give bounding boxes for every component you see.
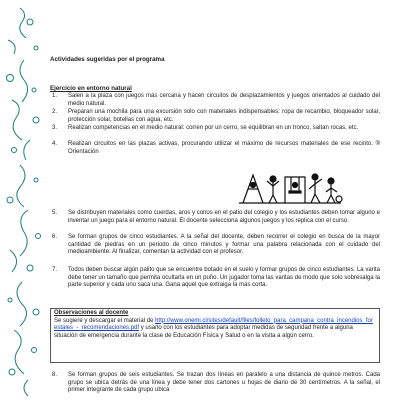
decorative-swirl-border [0,0,48,400]
observations-text-after: y usarlo con los estudiantes para adoptar medidas de seguridad frente a alguna situación de emergencia durante la clase de Educación Física y Salud o en la visita a algún cerro. [54,325,353,339]
list-item: 2. Preparan una mochila para una excursión solo con materiales indispensables: ropa de recambio, bloqueador solar, protección solar, botellas con agua, etc. [52,109,380,123]
list-item: 6. Se forman grupos de cinco estudiantes. A la señal del docente, deben recorrer el colegio en busca de la mayor cantidad de piedras en un periodo de cinco minutos y formar una palabra relacionada con el cuidado del medioambiente. Al finalizar, comentan la actividad con el profesor. [52,234,380,256]
list-item: 5. Se distribuyen materiales como cuerdas, aros y conos en el patio del colegio y los estudiantes deben tomar alguno e inventar un juego para el entorno natural. El docente selecciona algunos juegos y los replica con el curso. [52,210,380,224]
playground-illustration [235,165,345,205]
subsection-title: Ejercicio en entorno natural [50,85,132,92]
resource-link[interactable]: http://www.onemi.cl/sites/default/files/folleto_para_campana_contra_incendios_forestales_-_recomendaciones.pdf [54,317,373,332]
section-title: Actividades sugeridas por el programa [50,56,165,63]
observations-title: Observaciones al docente [54,310,129,316]
list-item: 3. Realizan competencias en el medio natural: corren por un cerro, se equilibran en un tronco, saltan rocas, etc. [52,125,359,131]
list-item: 4. Realizan circuitos en las plazas activas, procurando utilizar el máximo de recursos materiales de ese recinto. ® Orientación [52,141,380,155]
teacher-observations-box [50,308,380,363]
list-item: 7. Todos deben buscar algún palito que se encuentre botado en el suelo y formar grupos de cinco estudiantes. La varita debe tener un tamaño que permita ocultarla en un puño. Un jugador toma las varitas de modo que solo sobresalga la parte superior y cada uno saca una. Gana aquel que extraiga la más corta. [52,267,380,289]
list-item: 1. Salen a la plaza con juegos más cercana y hacen circuitos de desplazamientos y juegos orientados al cuidado del medio natural. [52,93,380,107]
list-item: 8. Se forman grupos de seis estudiantes. Se trazan dos líneas en paralelo a una distancia de quince metros. Cada grupo se ubica detrás de una línea y debe tener dos cartones u hojas de diario de 30 centímetros. A la señal, el primer integrante de cada grupo ubica [52,372,380,394]
observations-text-before: Se sugiere y descargar el material de [54,317,154,324]
